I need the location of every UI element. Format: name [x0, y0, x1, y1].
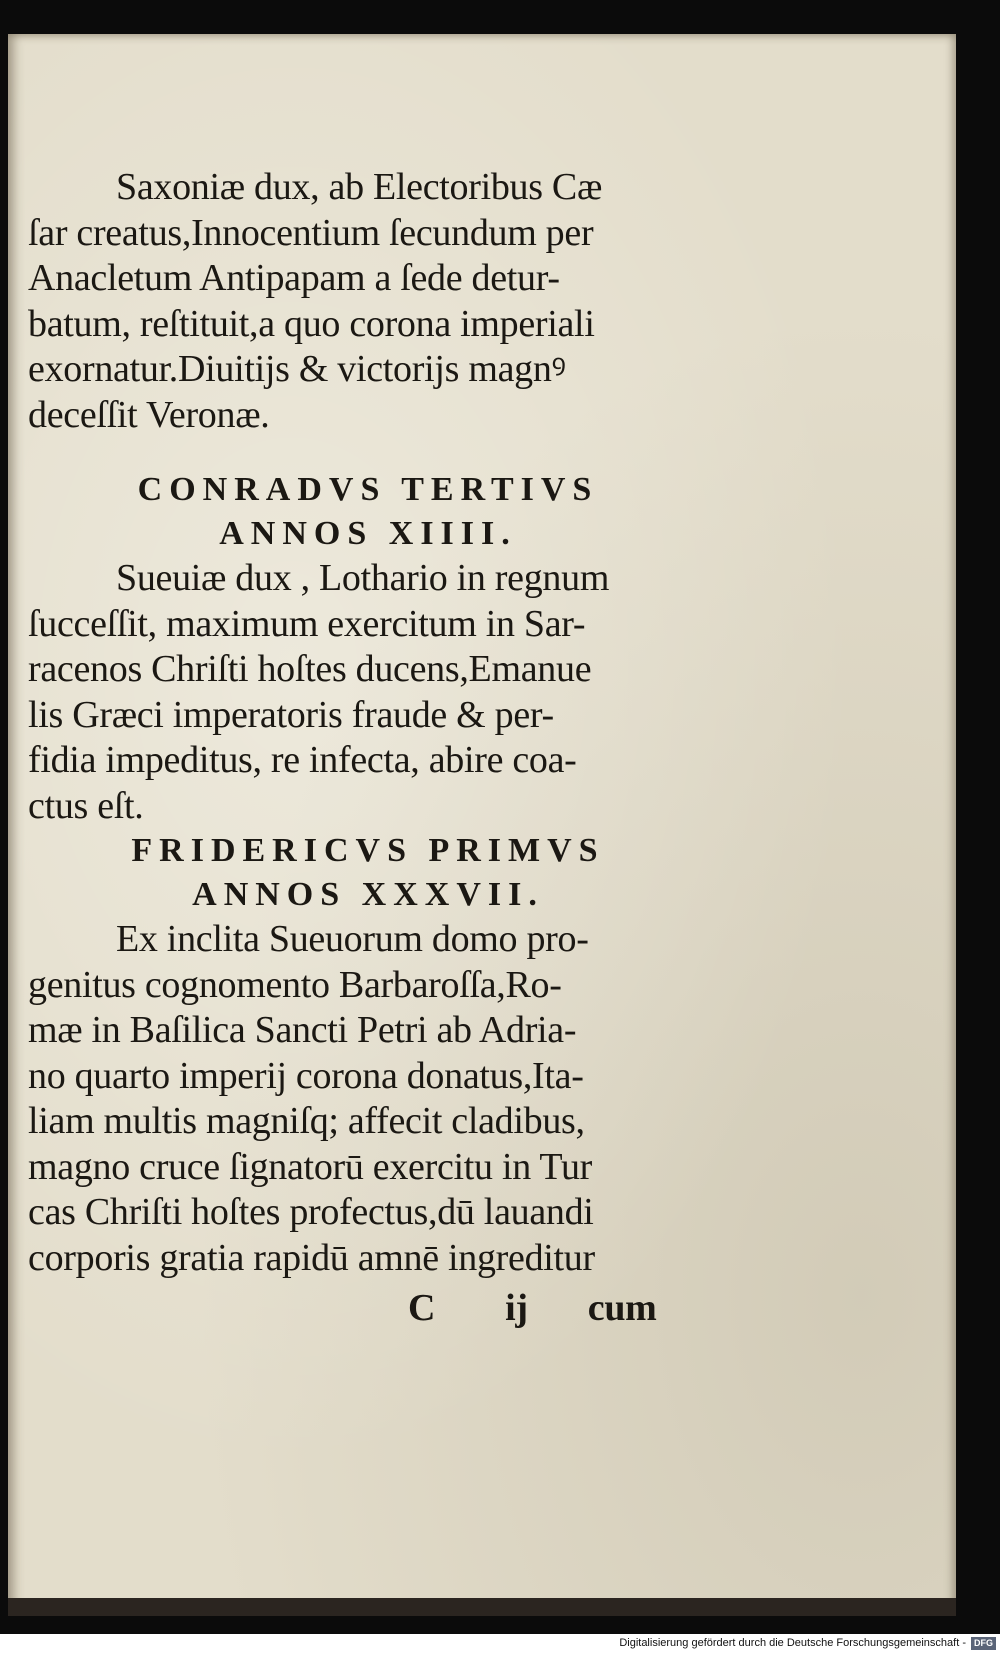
signature-mark: C — [408, 1287, 436, 1329]
page-bottom-edge — [8, 1598, 956, 1616]
text-line: liam multis magniſq; affecit cladibus, — [28, 1100, 585, 1142]
funding-credit: Digitalisierung gefördert durch die Deutsche Forschungsgemeinschaft - — [619, 1637, 966, 1649]
text-line: ctus eſt. — [28, 784, 144, 827]
text-line: ſar creatus,Innocentium ſecundum per — [28, 211, 594, 254]
text-line: corporis gratia rapidū amnē ingreditur — [28, 1236, 595, 1279]
paragraph-conradus — [28, 556, 708, 829]
text-line: racenos Chriſti hoſtes ducens,Emanue — [28, 648, 592, 690]
text-line: lis Græci imperatoris fraude & per- — [28, 693, 554, 736]
text-line: exornatur.Diuitijs & victorijs magnꝰ — [28, 348, 566, 390]
heading-conradus-years: ANNOS XIIII. — [219, 515, 517, 552]
text-line: no quarto imperij corona donatus,Ita- — [28, 1054, 584, 1097]
text-line: magno cruce ſignatorū exercitu in Tur — [28, 1145, 593, 1188]
heading-conradus: CONRADVS TERTIVS — [137, 471, 599, 508]
heading-fridericus: FRIDERICVS PRIMVS — [131, 832, 605, 869]
page-text — [28, 165, 708, 1331]
text-line: genitus cognomento Barbaroſſa,Ro- — [28, 963, 562, 1006]
dfg-logo: DFG — [971, 1637, 996, 1650]
signature-line — [28, 1285, 708, 1331]
text-line: Sueuiæ dux , Lothario in regnum — [116, 557, 610, 599]
signature-number: ij — [505, 1287, 528, 1329]
heading-fridericus-years: ANNOS XXXVII. — [192, 876, 544, 913]
catchword: cum — [587, 1287, 657, 1329]
paragraph-fridericus — [28, 917, 708, 1281]
text-line: mæ in Baſilica Sancti Petri ab Adria- — [28, 1009, 577, 1051]
text-line: fidia impeditus, re infecta, abire coa- — [28, 739, 577, 781]
text-line: cas Chriſti hoſtes profectus,dū lauandi — [28, 1191, 594, 1233]
text-line: Anacletum Antipapam a ſede detur- — [28, 257, 560, 299]
text-line: Saxoniæ dux, ab Electoribus Cæ — [116, 166, 603, 208]
text-line: deceſſit Veronæ. — [28, 393, 270, 436]
text-line: Ex inclita Sueuorum domo pro- — [116, 918, 589, 960]
footer-bar — [0, 1634, 1000, 1653]
text-line: batum, reſtituit,a quo corona imperiali — [28, 302, 595, 345]
paragraph-lothar — [28, 165, 708, 438]
text-line: ſucceſſit, maximum exercitum in Sar- — [28, 602, 586, 645]
